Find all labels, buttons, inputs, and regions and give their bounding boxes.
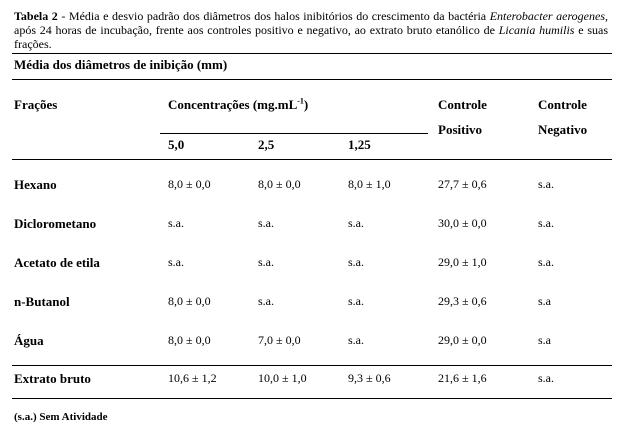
row-label: Diclorometano	[14, 216, 97, 231]
header-conc-1: 5,0	[168, 137, 185, 152]
caption-label: Tabela 2	[14, 9, 58, 23]
table-cell: s.a.	[348, 294, 364, 308]
header-negative-line1: Controle	[538, 97, 587, 112]
header-negative-line2: Negativo	[538, 122, 588, 137]
table-cell: 9,3 ± 0,6	[348, 371, 391, 385]
table-cell: s.a.	[538, 371, 554, 385]
table-cell: 8,0 ± 0,0	[168, 333, 211, 347]
table-cell: s.a.	[538, 177, 554, 191]
header-concentrations-text: Concentrações (mg.mL	[168, 97, 298, 112]
table-cell: 29,0 ± 0,0	[438, 333, 487, 347]
table-cell: s.a.	[258, 255, 274, 269]
caption-text-1: Média e desvio padrão dos diâmetros dos halos inibitórios do crescimento da bactéria	[68, 9, 490, 23]
table-cell: 8,0 ± 0,0	[168, 294, 211, 308]
row-label: Extrato bruto	[14, 371, 91, 386]
concentration-rule	[160, 133, 428, 134]
table-cell: 10,0 ± 1,0	[258, 371, 307, 385]
row-label: Acetato de etila	[14, 255, 100, 270]
bottom-rule	[12, 398, 612, 399]
header-rule	[12, 159, 612, 160]
table-cell: s.a.	[348, 255, 364, 269]
table-cell: 7,0 ± 0,0	[258, 333, 301, 347]
table-caption	[14, 9, 608, 51]
caption-text-2: , após 24 horas de incubação, frente aos controles positivo e negativo, ao extrato bruto etanólico de	[14, 9, 608, 37]
table-cell: s.a	[538, 333, 551, 347]
row-label: Hexano	[14, 177, 57, 192]
table-cell: s.a.	[168, 216, 184, 230]
table-cell: s.a.	[538, 216, 554, 230]
table-cell: s.a	[538, 294, 551, 308]
top-rule	[12, 53, 612, 54]
table-cell: 21,6 ± 1,6	[438, 371, 487, 385]
table-cell: 30,0 ± 0,0	[438, 216, 487, 230]
caption-species-2: Licania humilis	[498, 23, 575, 37]
caption-text-3: e suas frações.	[14, 23, 608, 51]
header-concentrations-sup: -1	[297, 96, 304, 106]
table-cell: s.a.	[538, 255, 554, 269]
header-positive-line2: Positivo	[438, 122, 483, 137]
table-cell: 10,6 ± 1,2	[168, 371, 217, 385]
header-concentrations-close: )	[303, 97, 309, 112]
table-cell: 29,3 ± 0,6	[438, 294, 487, 308]
table-cell: s.a.	[258, 294, 274, 308]
header-concentrations	[168, 97, 308, 113]
total-rule	[12, 365, 612, 366]
table-cell: 8,0 ± 0,0	[258, 177, 301, 191]
row-label: n-Butanol	[14, 294, 70, 309]
header-conc-3: 1,25	[348, 137, 371, 152]
table-cell: s.a.	[348, 333, 364, 347]
table-cell: 8,0 ± 0,0	[168, 177, 211, 191]
subtitle-rule	[12, 79, 612, 80]
table-cell: s.a.	[168, 255, 184, 269]
caption-separator: -	[57, 9, 69, 23]
caption-species-1: Enterobacter aerogenes	[489, 9, 605, 23]
header-positive-line1: Controle	[438, 97, 487, 112]
table-cell: 27,7 ± 0,6	[438, 177, 487, 191]
table-footnote: (s.a.) Sem Atividade	[14, 411, 108, 423]
table-cell: 8,0 ± 1,0	[348, 177, 391, 191]
table-cell: s.a.	[258, 216, 274, 230]
row-label: Água	[14, 333, 44, 348]
table-subtitle: Média dos diâmetros de inibição (mm)	[14, 57, 228, 72]
table-cell: s.a.	[348, 216, 364, 230]
table-cell: 29,0 ± 1,0	[438, 255, 487, 269]
header-conc-2: 2,5	[258, 137, 275, 152]
header-fractions: Frações	[14, 97, 58, 112]
